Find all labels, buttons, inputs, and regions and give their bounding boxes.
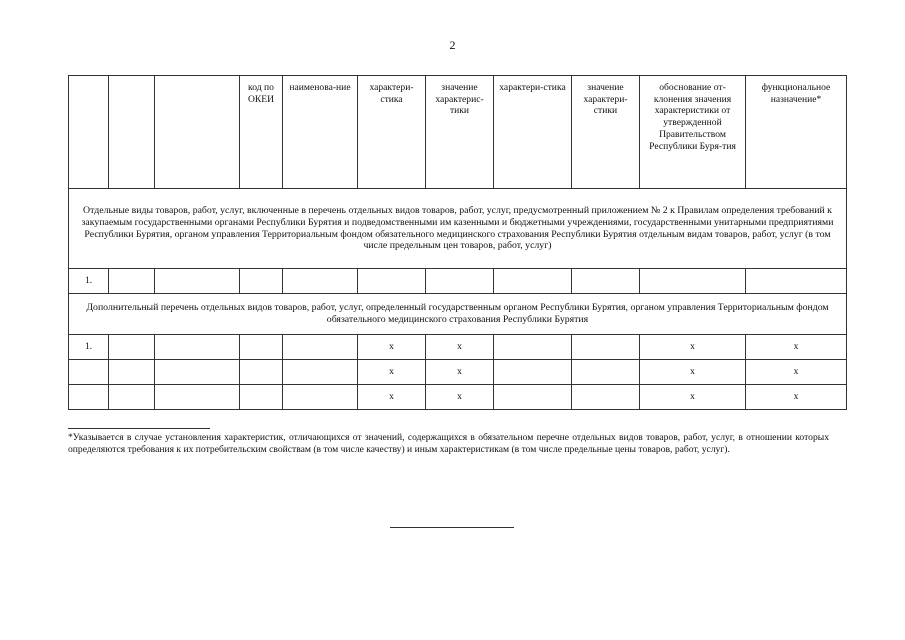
table-cell: x xyxy=(358,335,426,360)
document-end-line xyxy=(390,527,514,528)
table-cell xyxy=(494,385,572,410)
header-cell xyxy=(109,76,155,189)
section-row xyxy=(69,189,847,269)
table-cell: x xyxy=(746,360,847,385)
table-cell xyxy=(109,335,155,360)
table-cell: x xyxy=(746,385,847,410)
table-cell xyxy=(283,385,358,410)
table-cell: x xyxy=(640,360,746,385)
table-cell: x xyxy=(746,335,847,360)
table-cell: x xyxy=(358,385,426,410)
table-cell xyxy=(572,335,640,360)
table-cell xyxy=(240,385,283,410)
table-cell xyxy=(109,269,155,294)
section-title-additional-list: Дополнительный перечень отдельных видов товаров, работ, услуг, определенный государственным органом Республики Бурятия, органом управления Территориальным фондом обязательного медицинского страхования Республики Бурятия xyxy=(69,294,847,335)
row-number: 1. xyxy=(69,269,109,294)
table-cell xyxy=(426,269,494,294)
page-number: 2 xyxy=(449,38,456,52)
table-row xyxy=(69,385,847,410)
header-deviation-justification: обоснование от-клонения значения характеристики от утвержденной Правительством Республики Буря-тия xyxy=(640,76,746,189)
header-cell xyxy=(69,76,109,189)
table-header-row xyxy=(69,76,847,189)
header-unit-name: наименова-ние xyxy=(283,76,358,189)
header-characteristic-2: характери-стика xyxy=(494,76,572,189)
table-cell xyxy=(746,269,847,294)
table-cell: x xyxy=(426,385,494,410)
header-okei-code: код по ОКЕИ xyxy=(240,76,283,189)
header-characteristic-value-2: значение характери-стики xyxy=(572,76,640,189)
header-functional-purpose: функциональное назначение* xyxy=(746,76,847,189)
table-cell xyxy=(240,335,283,360)
table-cell xyxy=(155,385,240,410)
header-cell xyxy=(155,76,240,189)
table-row xyxy=(69,269,847,294)
table-cell xyxy=(155,269,240,294)
table-cell xyxy=(640,269,746,294)
header-characteristic-value: значение характерис-тики xyxy=(426,76,494,189)
row-number xyxy=(69,360,109,385)
row-number: 1. xyxy=(69,335,109,360)
goods-requirements-table xyxy=(68,75,847,410)
table-cell xyxy=(109,385,155,410)
table-cell xyxy=(358,269,426,294)
table-cell xyxy=(240,360,283,385)
section-title-mandatory-list: Отдельные виды товаров, работ, услуг, включенные в перечень отдельных видов товаров, работ, услуг, предусмотренный приложением № 2 к Правилам определения требований к закупаемым государственными органами Республики Бурятия и подведомственными им казенными и бюджетными учреждениями, государственными унитарными предприятиями Республики Бурятия, органом управления Территориальным фондом обязательного медицинского страхования Республики Бурятия отдельным видам товаров, работ, услуг (в том числе предельным цен товаров, работ, услуг) xyxy=(69,189,847,269)
header-characteristic: характери-стика xyxy=(358,76,426,189)
table-cell: x xyxy=(640,335,746,360)
table-cell xyxy=(240,269,283,294)
table-cell: x xyxy=(640,385,746,410)
row-number xyxy=(69,385,109,410)
table-cell xyxy=(283,360,358,385)
table-cell xyxy=(109,360,155,385)
table-cell: x xyxy=(358,360,426,385)
footnote-text: *Указывается в случае установления характеристик, отличающихся от значений, содержащихся в обязательном перечне отдельных видов товаров, работ, услуг, в отношении которых определяются требования к их потребительским свойствам (в том числе качеству) и иным характеристикам (в том числе предельные цены товаров, работ, услуг). xyxy=(68,432,829,456)
table-cell xyxy=(494,360,572,385)
table-cell xyxy=(155,360,240,385)
table-cell xyxy=(283,335,358,360)
table-cell xyxy=(572,385,640,410)
table-cell: x xyxy=(426,360,494,385)
table-cell xyxy=(572,360,640,385)
table-row xyxy=(69,335,847,360)
section-row xyxy=(69,294,847,335)
table-cell: x xyxy=(426,335,494,360)
table-cell xyxy=(494,269,572,294)
table-row xyxy=(69,360,847,385)
table-cell xyxy=(494,335,572,360)
footnote-separator xyxy=(68,428,210,429)
table-cell xyxy=(283,269,358,294)
table-cell xyxy=(572,269,640,294)
table-cell xyxy=(155,335,240,360)
